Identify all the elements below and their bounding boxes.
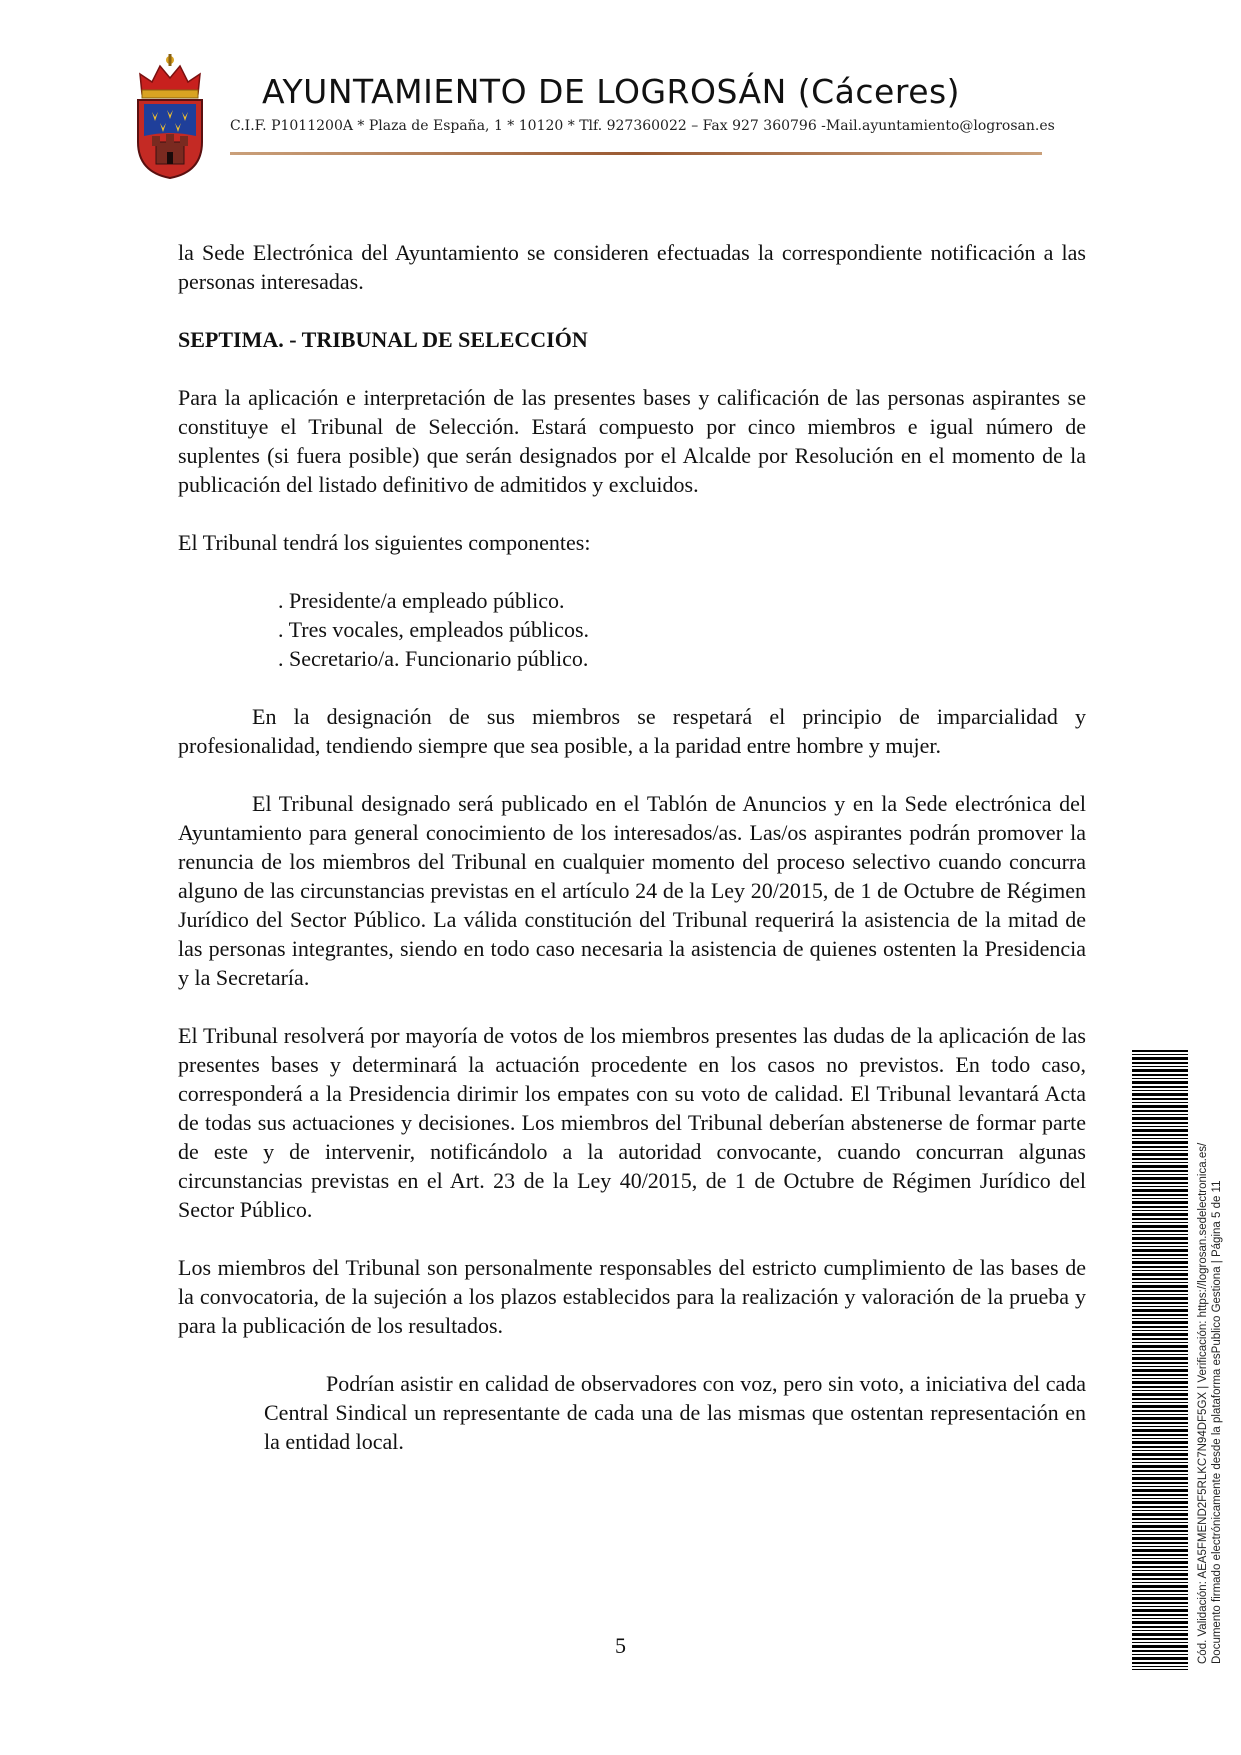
- paragraph-4: En la designación de sus miembros se respetará el principio de imparcialidad y profesionalidad, tendiendo siempre que sea posible, a la paridad entre hombre y mujer.: [178, 704, 1086, 758]
- organization-contact: C.I.F. P1011200A * Plaza de España, 1 * 10120 * Tlf. 927360022 – Fax 927 360796 -Mail.ayuntamiento@logrosan.es: [230, 118, 1055, 134]
- validation-text: [1196, 1143, 1224, 1664]
- paragraph-1: la Sede Electrónica del Ayuntamiento se consideren efectuadas la correspondiente notificación a las personas interesadas.: [178, 240, 1086, 294]
- signature-platform-line: Documento firmado electrónicamente desde la plataforma esPublico Gestiona | Página 5 de 11: [1211, 1180, 1223, 1664]
- paragraph-3: El Tribunal tendrá los siguientes componentes:: [178, 530, 591, 555]
- document-body: [178, 238, 1086, 1456]
- list-item: . Tres vocales, empleados públicos.: [278, 617, 590, 642]
- paragraph-2: Para la aplicación e interpretación de las presentes bases y calificación de las personas aspirantes se constituye el Tribunal de Selección. Estará compuesto por cinco miembros e igual número de suplentes (si fuera posible) que serán designados por el Alcalde por Resolución en el momento de la publicación del listado definitivo de admitidos y excluidos.: [178, 385, 1086, 497]
- paragraph-5: El Tribunal designado será publicado en el Tablón de Anuncios y en la Sede electrónica del Ayuntamiento para general conocimiento de los interesados/as. Las/os aspirantes podrán promover la renuncia de los miembros del Tribunal en cualquier momento del proceso selectivo cuando concurra alguno de las circunstancias previstas en el artículo 24 de la Ley 20/2015, de 1 de Octubre de Régimen Jurídico del Sector Público. La válida constitución del Tribunal requerirá la asistencia de la mitad de las personas integrantes, siendo en todo caso necesaria la asistencia de quienes ostenten la Presidencia y la Secretaría.: [178, 791, 1086, 990]
- validation-code-line: Cód. Validación: AEA5FMEND2F5RLKC7N94DF5GX | Verificación: https://logrosan.sedelectronica.es/: [1197, 1142, 1209, 1664]
- paragraph-7: Los miembros del Tribunal son personalmente responsables del estricto cumplimiento de las bases de la convocatoria, de la sujeción a los plazos establecidos para la realización y valoración de la prueba y para la publicación de los resultados.: [178, 1255, 1086, 1338]
- coat-of-arms-icon: [130, 50, 210, 180]
- list-item: . Presidente/a empleado público.: [278, 588, 565, 613]
- tribunal-components-list: [178, 586, 1086, 673]
- paragraph-8: Podrían asistir en calidad de observadores con voz, pero sin voto, a iniciativa del cada Central Sindical un representante de cada una de las mismas que ostentan representación en la entidad local.: [264, 1371, 1086, 1454]
- organization-title: AYUNTAMIENTO DE LOGROSÁN (Cáceres): [262, 72, 961, 111]
- section-heading: SEPTIMA. - TRIBUNAL DE SELECCIÓN: [178, 327, 588, 352]
- paragraph-6: El Tribunal resolverá por mayoría de votos de los miembros presentes las dudas de la aplicación de las presentes bases y determinará la actuación procedente en los casos no previstos. En todo caso, corresponderá a la Presidencia dirimir los empates con su voto de calidad. El Tribunal levantará Acta de todas sus actuaciones y decisiones. Los miembros del Tribunal deberían abstenerse de formar parte de este y de intervenir, notificándolo a la autoridad convocante, cuando concurran algunas circunstancias previstas en el Art. 23 de la Ley 40/2015, de 1 de Octubre de Régimen Jurídico del Sector Público.: [178, 1023, 1086, 1222]
- list-item: . Secretario/a. Funcionario público.: [278, 646, 589, 671]
- validation-barcode: [1132, 1050, 1188, 1670]
- header-divider: [230, 152, 1042, 155]
- page-number: 5: [615, 1633, 626, 1658]
